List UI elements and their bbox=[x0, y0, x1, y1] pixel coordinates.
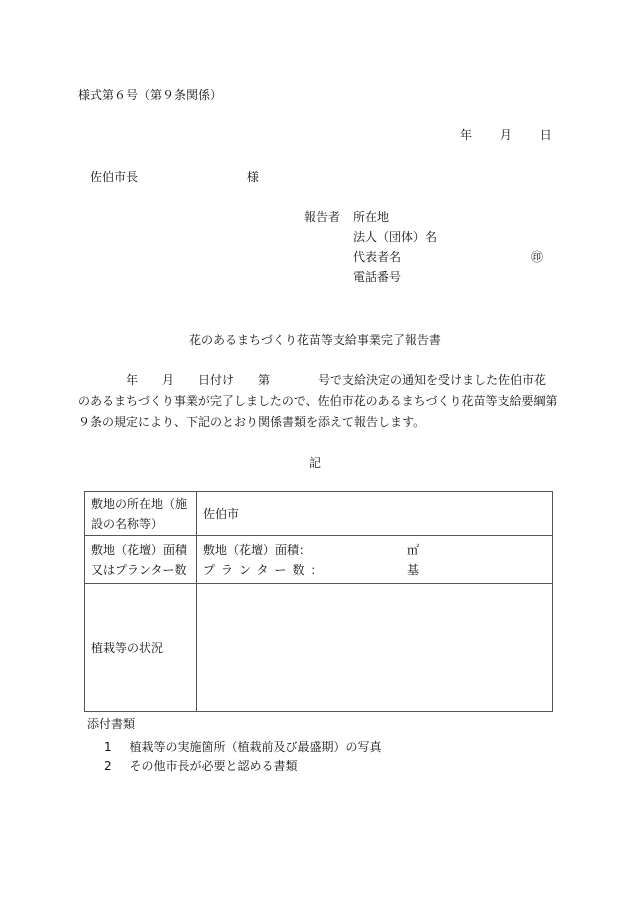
planting-status-value[interactable] bbox=[197, 584, 553, 712]
ki-heading: 記 bbox=[308, 456, 321, 470]
area-label bbox=[85, 536, 197, 584]
body-line-2: のあるまちづくり事業が完了しましたので、佐伯市花のあるまちづくり花苗等支給要綱第 bbox=[78, 394, 558, 408]
attachment-text: 植栽等の実施箇所（植栽前及び最盛期）の写真 bbox=[129, 740, 382, 754]
addressee bbox=[90, 168, 259, 185]
location-label-line1: 敷地の所在地（施 bbox=[91, 496, 188, 511]
area-value[interactable] bbox=[197, 536, 553, 584]
attachment-item-2 bbox=[104, 757, 297, 774]
attachment-num: 1 bbox=[104, 740, 112, 754]
form-number: 様式第６号（第９条関係） bbox=[78, 88, 223, 102]
reporter-representative: 代表者名 bbox=[353, 250, 402, 264]
planting-status-label: 植栽等の状況 bbox=[85, 584, 197, 712]
table-row bbox=[85, 536, 553, 584]
body-line-1: 年 月 日付け 第 号で支給決定の通知を受けました佐伯市花 bbox=[78, 373, 547, 387]
location-label bbox=[85, 492, 197, 536]
reporter-phone: 電話番号 bbox=[353, 270, 402, 284]
table-row bbox=[85, 584, 553, 712]
planter-unit: 基 bbox=[407, 562, 420, 577]
area-label-line1: 敷地（花壇）面積 bbox=[91, 542, 188, 557]
addressee-honorific: 様 bbox=[246, 170, 259, 184]
date-year: 年 bbox=[460, 128, 473, 142]
date-line bbox=[460, 126, 552, 143]
document-title: 花のあるまちづくり花苗等支給事業完了報告書 bbox=[189, 333, 441, 347]
area-field-label: 敷地（花壇）面積： bbox=[203, 542, 312, 557]
body-paragraph bbox=[78, 370, 556, 433]
date-month: 月 bbox=[499, 128, 512, 142]
attachment-item-1 bbox=[104, 738, 381, 755]
date-day: 日 bbox=[539, 128, 552, 142]
location-value[interactable]: 佐伯市 bbox=[197, 492, 553, 536]
reporter-address: 所在地 bbox=[353, 210, 390, 224]
location-label-line2: 設の名称等） bbox=[91, 516, 164, 531]
addressee-name: 佐伯市長 bbox=[90, 170, 139, 184]
attachment-num: 2 bbox=[104, 759, 112, 773]
seal-mark: ㊞ bbox=[531, 250, 544, 264]
area-unit: ㎡ bbox=[407, 542, 420, 557]
reporter-org-name: 法人（団体）名 bbox=[353, 230, 438, 244]
reporter-label: 報告者 bbox=[304, 210, 341, 224]
table-row bbox=[85, 492, 553, 536]
area-label-line2: 又はプランター数 bbox=[91, 562, 187, 577]
detail-table bbox=[84, 491, 553, 712]
body-line-3: ９条の規定により、下記のとおり関係書類を添えて報告します。 bbox=[78, 415, 426, 429]
planter-field-label: プランター数： bbox=[203, 562, 329, 577]
attachments-heading: 添付書類 bbox=[87, 717, 136, 731]
attachment-text: その他市長が必要と認める書類 bbox=[129, 759, 298, 773]
